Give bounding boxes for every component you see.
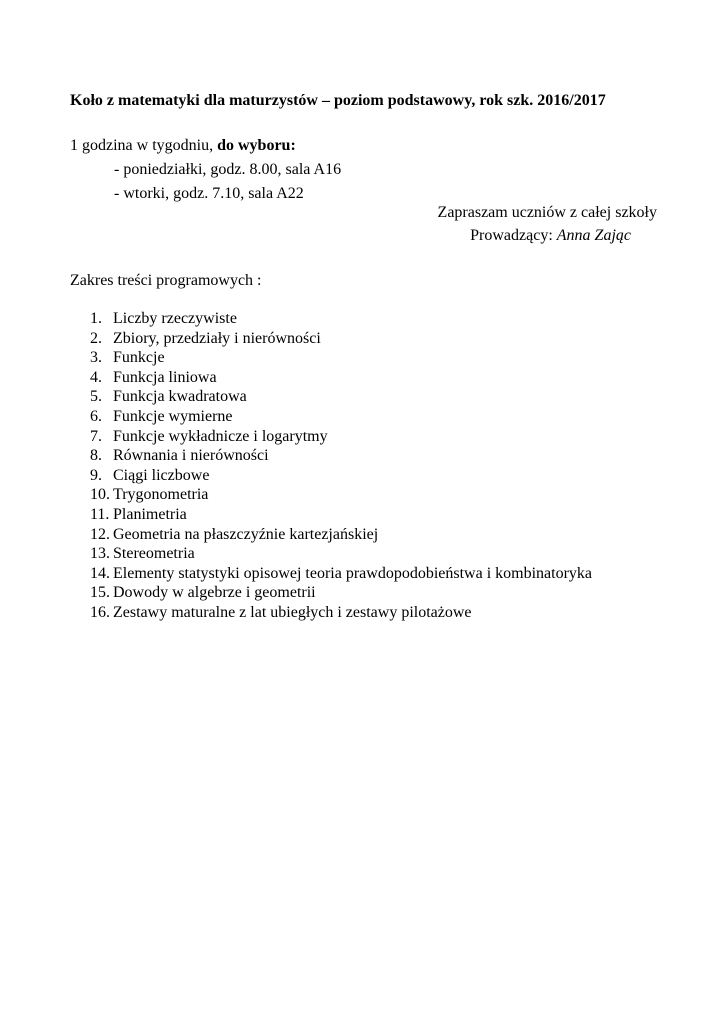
list-item [90,505,592,525]
list-item [90,446,592,466]
list-item-number: 11. [90,505,110,523]
list-item-number: 1. [90,310,102,327]
list-item [90,485,592,505]
schedule-block [70,136,341,208]
schedule-hours-text: 1 godzina w tygodniu, [70,137,218,154]
list-item [90,466,592,486]
list-item [90,427,592,447]
list-item-number: 3. [90,349,102,367]
list-item-number: 4. [90,368,102,386]
list-item-text: Liczby rzeczywiste [113,310,237,327]
list-item-text: Dowody w algebrze i geometrii [113,584,316,602]
schedule-option-monday: - poniedziałki, godz. 8.00, sala A16 [114,161,342,178]
list-item [90,525,592,545]
list-item-number: 8. [90,447,102,465]
list-item-number: 6. [90,407,102,425]
list-item-number: 16. [90,603,110,621]
list-item-number: 9. [90,466,102,484]
list-item [90,368,592,388]
invitation-block [0,203,657,249]
list-item-text: Trygonometria [113,486,209,504]
list-item [90,387,592,407]
schedule-choice-label: do wyboru: [217,137,296,154]
list-item-text: Funkcje wymierne [113,407,233,425]
topics-list [90,309,592,623]
list-item-number: 10. [90,486,110,504]
list-item-number: 15. [90,584,110,602]
teacher-label: Prowadzący: [470,227,557,244]
list-item [90,348,592,368]
teacher-line [0,226,657,249]
list-item-number: 14. [90,564,110,582]
list-item [90,309,592,329]
list-item-text: Zestawy maturalne z lat ubiegłych i zestawy pilotażowe [113,603,472,621]
list-item-text: Funkcja kwadratowa [113,388,247,406]
list-item-number: 7. [90,427,102,445]
list-item [90,583,592,603]
list-item-text: Funkcje [113,349,165,367]
list-item-text: Równania i nierówności [113,447,269,465]
list-item-text: Planimetria [113,505,187,523]
list-item [90,544,592,564]
list-item-text: Funkcja liniowa [113,368,217,386]
invitation-text: Zapraszam uczniów z całej szkoły [437,204,657,221]
list-item-number: 5. [90,388,102,406]
schedule-option-tuesday: - wtorki, godz. 7.10, sala A22 [114,185,304,202]
list-item-number: 13. [90,545,110,563]
list-item-text: Stereometria [113,545,195,563]
list-item-text: Ciągi liczbowe [113,466,210,484]
schedule-hours-line [70,136,341,160]
list-item-text: Geometria na płaszczyźnie kartezjańskiej [113,525,379,543]
list-item-number: 12. [90,525,110,543]
list-item-text: Funkcje wykładnicze i logarytmy [113,427,328,445]
list-item-text: Elementy statystyki opisowej teoria prawdopodobieństwa i kombinatoryka [113,564,593,582]
scope-heading: Zakres treści programowych : [70,272,262,289]
list-item [90,407,592,427]
list-item-text: Zbiory, przedziały i nierówności [113,329,321,347]
list-item [90,564,592,584]
list-item [90,603,592,623]
teacher-name: Anna Zając [556,227,631,244]
list-item-number: 2. [90,329,102,347]
list-item [90,329,592,349]
page-title: Koło z matematyki dla maturzystów – poziom podstawowy, rok szk. 2016/2017 [70,92,606,109]
